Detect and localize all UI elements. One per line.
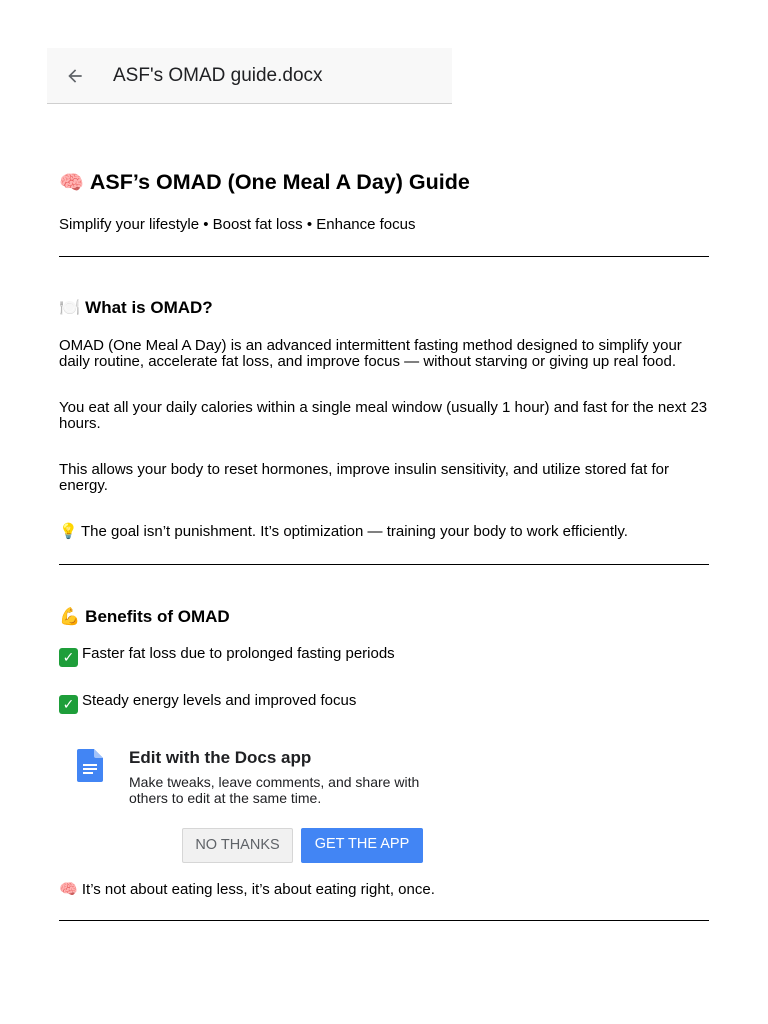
hidden-line-text: It’s not about eating less, it’s about eating right, once.	[81, 881, 435, 898]
section-heading-text: Benefits of OMAD	[85, 607, 230, 626]
benefit-text: Steady energy levels and improved focus	[82, 692, 357, 709]
brain-icon: 🧠	[59, 881, 78, 898]
back-button[interactable]	[61, 63, 89, 89]
paragraph: OMAD (One Meal A Day) is an advanced intermittent fasting method designed to simplify your daily routine, accelerate fat loss, and improve focus — without starving or giving up real food.	[59, 337, 682, 370]
section-heading-what-is	[59, 298, 213, 318]
section-heading-text: What is OMAD?	[85, 298, 213, 317]
no-thanks-button[interactable]: NO THANKS	[182, 828, 293, 863]
document-filename: ASF's OMAD guide.docx	[113, 65, 323, 86]
lightbulb-icon: 💡	[59, 523, 78, 540]
google-docs-icon	[77, 749, 103, 782]
document-title-text: ASF’s OMAD (One Meal A Day) Guide	[89, 170, 470, 194]
flexed-biceps-icon: 💪	[59, 607, 81, 626]
partially-hidden-line	[59, 880, 435, 898]
brain-icon: 🧠	[59, 172, 84, 194]
get-the-app-button[interactable]: GET THE APP	[301, 828, 423, 863]
document-title	[59, 170, 470, 195]
dialog-message: Make tweaks, leave comments, and share with others to edit at the same time.	[129, 774, 420, 806]
list-item	[59, 646, 709, 667]
tip-text: The goal isn’t punishment. It’s optimization — training your body to work efficiently.	[81, 523, 628, 540]
divider	[59, 564, 709, 565]
docs-app-promo-dialog	[47, 733, 452, 868]
arrow-back-icon	[65, 66, 85, 86]
tip-line	[59, 524, 709, 540]
paragraph: You eat all your daily calories within a single meal window (usually 1 hour) and fast for the next 23 hours.	[59, 399, 708, 432]
check-mark-icon: ✓	[59, 695, 78, 714]
list-item	[59, 693, 709, 714]
check-mark-icon: ✓	[59, 648, 78, 667]
plate-icon: 🍽️	[59, 298, 81, 317]
document-subtitle: Simplify your lifestyle • Boost fat loss • Enhance focus	[59, 216, 416, 233]
divider	[59, 256, 709, 257]
section-heading-benefits	[59, 607, 230, 627]
app-header	[47, 48, 452, 104]
benefit-text: Faster fat loss due to prolonged fasting periods	[82, 645, 395, 662]
divider	[59, 920, 709, 921]
paragraph: This allows your body to reset hormones, improve insulin sensitivity, and utilize stored fat for energy.	[59, 461, 669, 494]
dialog-title: Edit with the Docs app	[129, 748, 312, 767]
